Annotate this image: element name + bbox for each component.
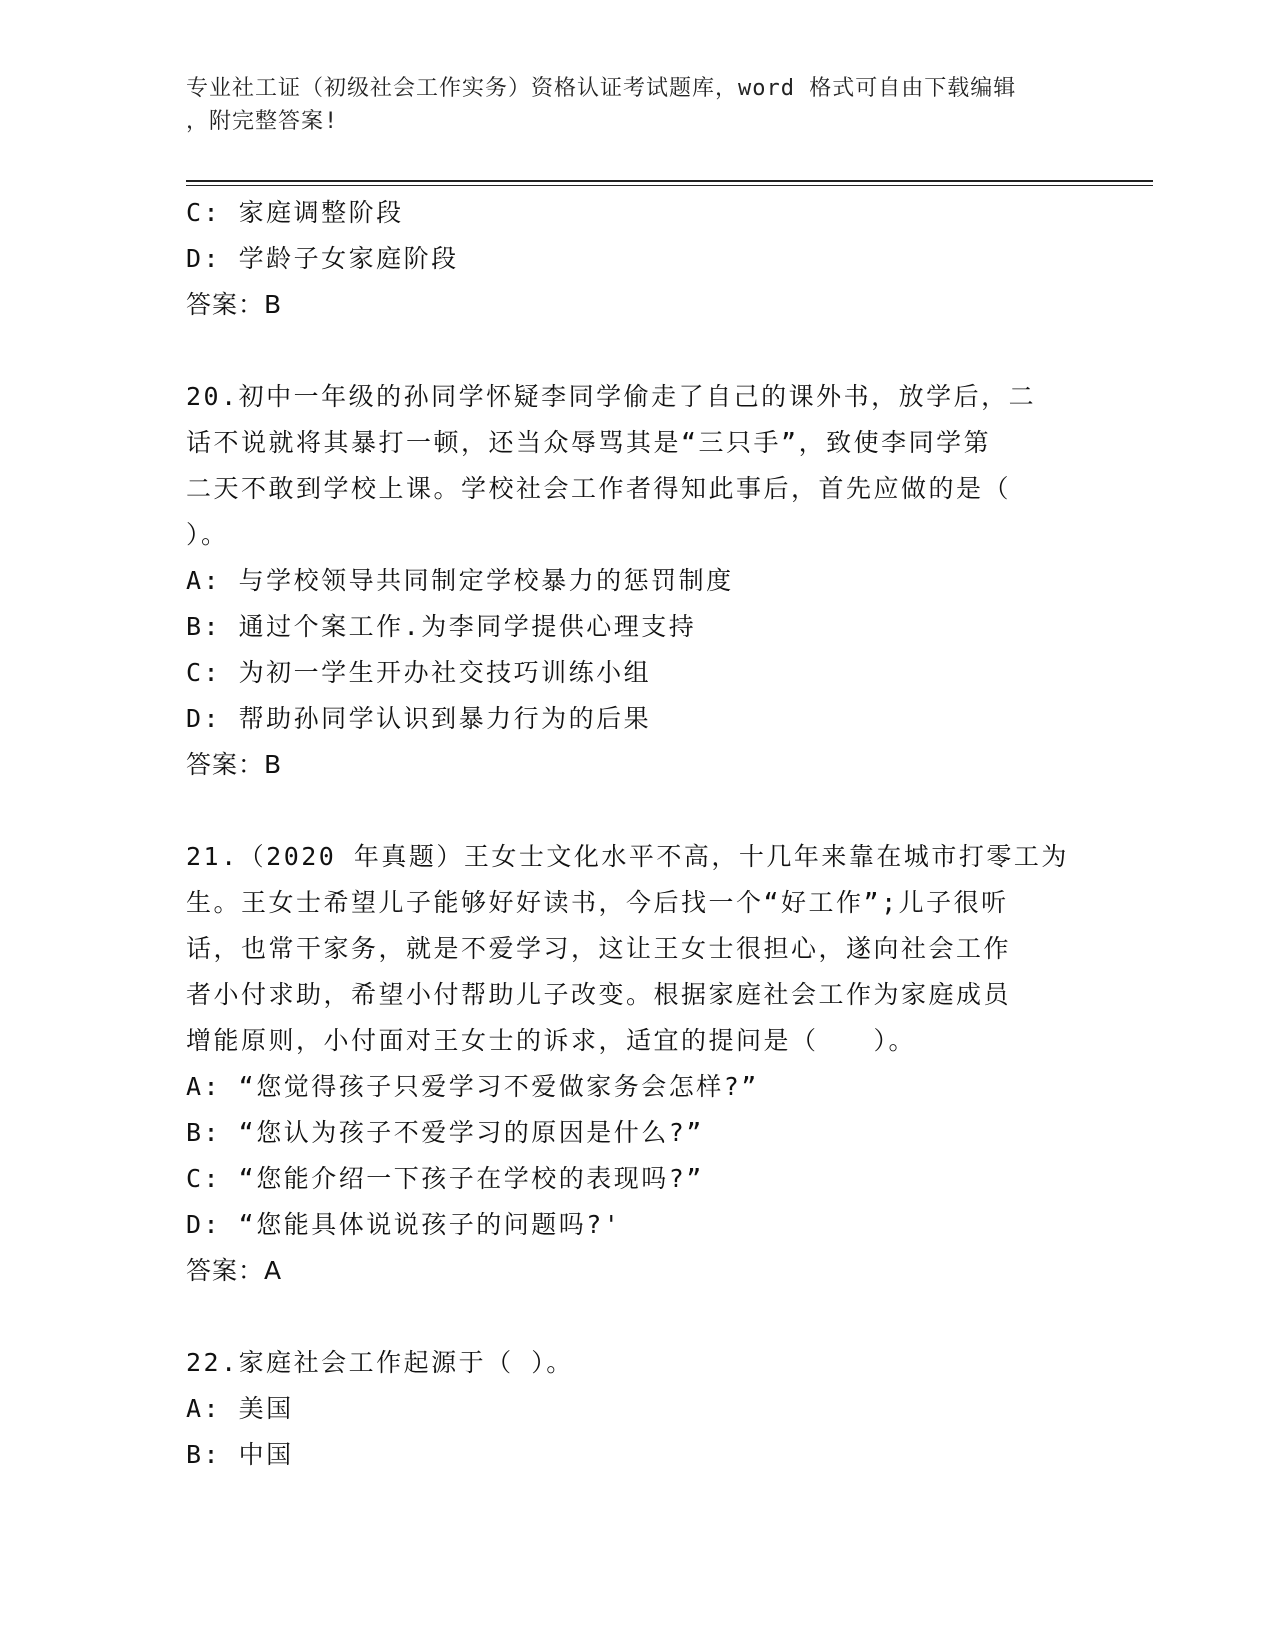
question-20: [186, 374, 1086, 788]
question-22-text-1: 22.家庭社会工作起源于（ ）。: [186, 1348, 574, 1377]
question-21-option-a: A: “您觉得孩子只爱学习不爱做家务会怎样?”: [186, 1072, 759, 1101]
header-line-1: 专业社工证（初级社会工作实务）资格认证考试题库，word 格式可自由下载编辑: [186, 76, 1017, 101]
question-21-text-3: 话，也常干家务，就是不爱学习，这让王女士很担心，遂向社会工作: [186, 934, 1012, 963]
question-21-answer: 答案：A: [186, 1256, 283, 1285]
question-20-answer: 答案：B: [186, 750, 283, 779]
question-22-option-b: B: 中国: [186, 1440, 294, 1469]
question-22: [186, 1340, 1086, 1478]
question-21-text-4: 者小付求助，希望小付帮助儿子改变。根据家庭社会工作为家庭成员: [186, 980, 1012, 1009]
prev-question-block: [186, 190, 1086, 328]
answer-line: 答案：B: [186, 290, 283, 319]
question-21-text-2: 生。王女士希望儿子能够好好读书，今后找一个“好工作”;儿子很听: [186, 888, 1009, 917]
question-21-option-b: B: “您认为孩子不爱学习的原因是什么?”: [186, 1118, 704, 1147]
question-21-option-d: D: “您能具体说说孩子的问题吗?': [186, 1210, 622, 1239]
option-d: D: 学龄子女家庭阶段: [186, 244, 459, 273]
header-divider-thick: [186, 180, 1153, 182]
question-20-option-a: A: 与学校领导共同制定学校暴力的惩罚制度: [186, 566, 734, 595]
document-header: [186, 72, 1086, 138]
question-20-option-d: D: 帮助孙同学认识到暴力行为的后果: [186, 704, 652, 733]
question-20-text-2: 话不说就将其暴打一顿，还当众辱骂其是“三只手”，致使李同学第: [186, 428, 992, 457]
question-21-text-1: 21.（2020 年真题）王女士文化水平不高，十几年来靠在城市打零工为: [186, 842, 1069, 871]
header-line-2: ，附完整答案!: [186, 109, 339, 134]
question-21-option-c: C: “您能介绍一下孩子在学校的表现吗?”: [186, 1164, 704, 1193]
question-22-option-a: A: 美国: [186, 1394, 294, 1423]
question-20-text-1: 20.初中一年级的孙同学怀疑李同学偷走了自己的课外书，放学后，二: [186, 382, 1037, 411]
option-c: C: 家庭调整阶段: [186, 198, 404, 227]
question-content: [186, 190, 1086, 1478]
question-20-text-4: ）。: [186, 520, 229, 549]
spacer: [186, 788, 1086, 834]
question-20-option-b: B: 通过个案工作.为李同学提供心理支持: [186, 612, 697, 641]
question-20-text-3: 二天不敢到学校上课。学校社会工作者得知此事后，首先应做的是（: [186, 474, 1012, 503]
header-divider-thin: [186, 185, 1153, 186]
question-21-text-5: 增能原则，小付面对王女士的诉求，适宜的提问是（ ）。: [186, 1026, 917, 1055]
spacer: [186, 328, 1086, 374]
question-21: [186, 834, 1086, 1294]
spacer: [186, 1294, 1086, 1340]
question-20-option-c: C: 为初一学生开办社交技巧训练小组: [186, 658, 652, 687]
